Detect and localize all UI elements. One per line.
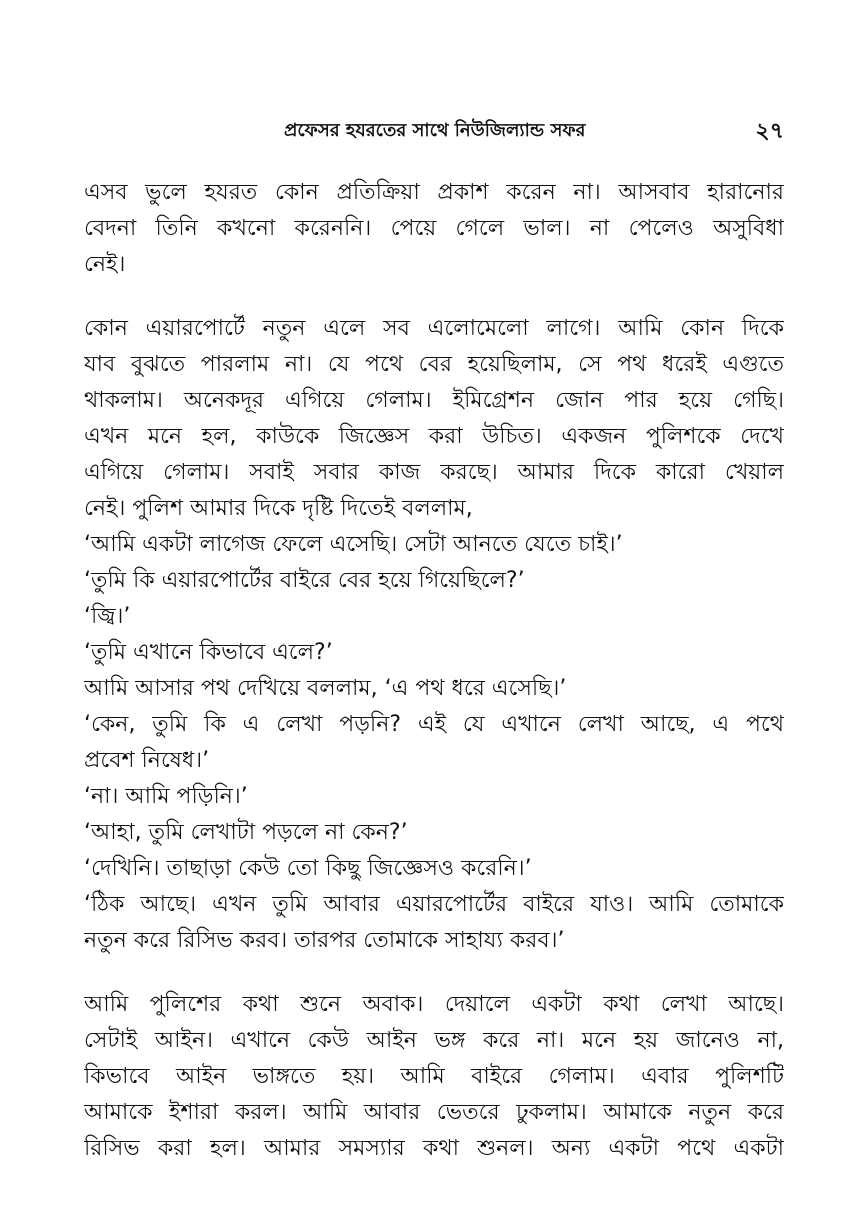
- paragraph-gap: [84, 959, 784, 987]
- text-line: ‘তুমি কি এয়ারপোর্টের বাইরে বের হয়ে গিয়েছিলে?’: [84, 568, 525, 593]
- text-line: এখন মনে হল, কাউকে জিজ্ঞেস করা উচিত। একজন পুলিশকে দেখে: [84, 424, 784, 449]
- text-line: নেই। পুলিশ আমার দিকে দৃষ্টি দিতেই বললাম,: [84, 496, 473, 521]
- text-line: আমি পুলিশের কথা শুনে অবাক। দেয়ালে একটা কথা লেখা আছে।: [84, 992, 784, 1017]
- text-line: ‘দেখিনি। তাছাড়া কেউ তো কিছু জিজ্ঞেসও করেনি।’: [84, 856, 532, 881]
- text-line: নেই।: [84, 252, 126, 277]
- text-line: ‘ঠিক আছে। এখন তুমি আবার এয়ারপোর্টের বাইরে যাও। আমি তোমাকে: [84, 892, 784, 917]
- text-line: নতুন করে রিসিভ করব। তারপর তোমাকে সাহায্য করব।’: [84, 928, 565, 953]
- text-line: বেদনা তিনি কখনো করেননি। পেয়ে গেলে ভাল। না পেলেও অসুবিধা: [84, 216, 784, 241]
- paragraph: [84, 987, 784, 1167]
- text-line: প্রবেশ নিষেধ।’: [84, 748, 210, 773]
- text-line: আমাকে ইশারা করল। আমি আবার ভেতরে ঢুকলাম। আমাকে নতুন করে: [84, 1100, 784, 1125]
- text-line: ‘না। আমি পড়িনি।’: [84, 784, 248, 809]
- text-line: যাব বুঝতে পারলাম না। যে পথে বের হয়েছিলাম, সে পথ ধরেই এগুতে: [84, 352, 784, 377]
- body-text: [84, 175, 784, 1167]
- paragraph-gap: [84, 283, 784, 311]
- text-line: কোন এয়ারপোর্টে নতুন এলে সব এলোমেলো লাগে। আমি কোন দিকে: [84, 316, 784, 341]
- text-line: ‘আমি একটা লাগেজ ফেলে এসেছি। সেটা আনতে যেতে চাই।’: [84, 532, 623, 557]
- text-line: ‘আহা, তুমি লেখাটা পড়লে না কেন?’: [84, 820, 408, 845]
- page-number: ২৭: [755, 119, 784, 144]
- header-title: প্রফেসর হযরতের সাথে নিউজিল্যান্ড সফর: [284, 120, 586, 141]
- text-line: ‘তুমি এখানে কিভাবে এলে?’: [84, 640, 333, 665]
- paragraph: [84, 175, 784, 283]
- text-line: এসব ভুলে হযরত কোন প্রতিক্রিয়া প্রকাশ করেন না। আসবাব হারানোর: [84, 180, 784, 205]
- text-line: ‘কেন, তুমি কি এ লেখা পড়নি? এই যে এখানে লেখা আছে, এ পথে: [84, 712, 784, 737]
- text-line: কিভাবে আইন ভাঙ্গতে হয়। আমি বাইরে গেলাম। এবার পুলিশটি: [84, 1064, 784, 1089]
- text-line: আমি আসার পথ দেখিয়ে বললাম, ‘এ পথ ধরে এসেছি।’: [84, 676, 567, 701]
- text-line: রিসিভ করা হল। আমার সমস্যার কথা শুনল। অন্য একটা পথে একটা: [84, 1136, 784, 1161]
- text-line: সেটাই আইন। এখানে কেউ আইন ভঙ্গ করে না। মনে হয় জানেও না,: [84, 1028, 784, 1053]
- text-line: এগিয়ে গেলাম। সবাই সবার কাজ করছে। আমার দিকে কারো খেয়াল: [84, 460, 784, 485]
- text-line: ‘জ্বি।’: [84, 604, 131, 629]
- running-header: [84, 116, 784, 148]
- text-line: থাকলাম। অনেকদূর এগিয়ে গেলাম। ইমিগ্রেশন জোন পার হয়ে গেছি।: [84, 388, 784, 413]
- paragraph: [84, 311, 784, 959]
